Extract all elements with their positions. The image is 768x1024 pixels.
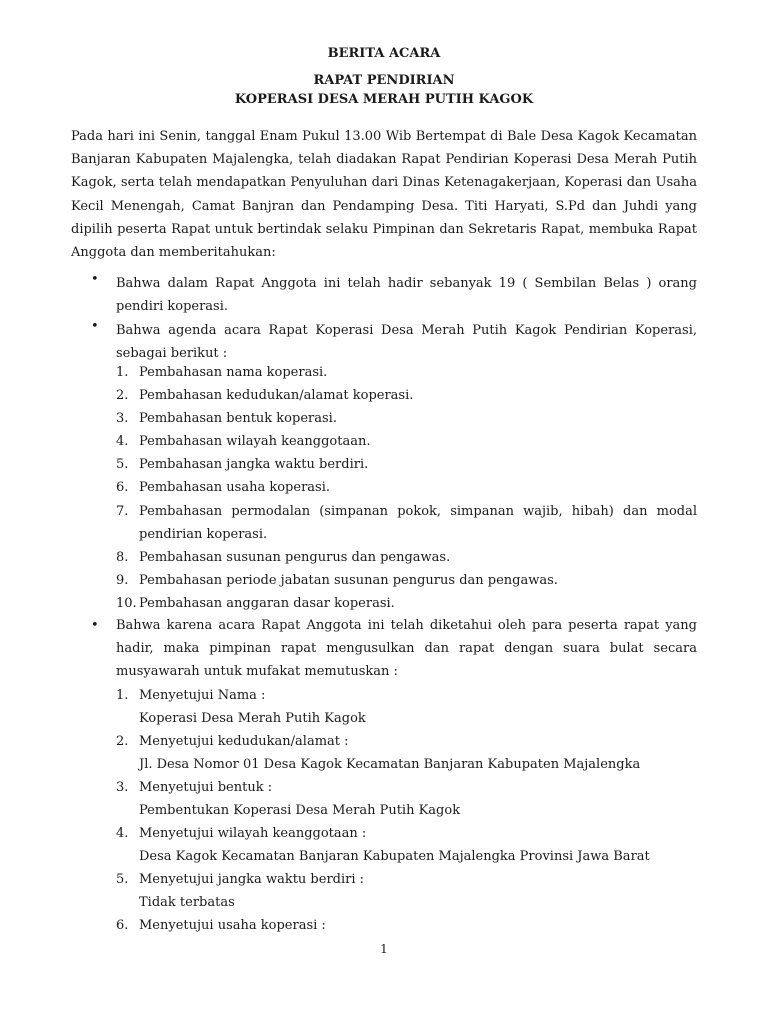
bullet-text: Bahwa agenda acara Rapat Koperasi Desa Merah Putih Kagok Pendirian Koperasi, sebagai berikut : [116,323,697,362]
list-item-number: 3. [116,780,129,795]
list-item-number: 4. [116,434,129,449]
list-item-number: 1. [116,365,129,380]
list-item-text: Pembahasan kedudukan/alamat koperasi. [139,388,414,403]
list-item-number: 2. [116,388,129,403]
list-item-text: Pembahasan usaha koperasi. [139,480,331,495]
list-item-number: 6. [116,918,129,933]
list-item-number: 4. [116,826,129,841]
list-item-text: Menyetujui usaha koperasi : [139,918,326,933]
list-item-value: Koperasi Desa Merah Putih Kagok [139,711,366,726]
list-item-text: Menyetujui wilayah keanggotaan : [139,826,367,841]
list-item-number: 5. [116,457,129,472]
document-title: BERITA ACARA [327,46,441,61]
list-item-text: Pembahasan bentuk koperasi. [139,411,337,426]
list-item-text: Pembahasan anggaran dasar koperasi. [139,596,395,611]
bullet-icon: • [91,272,99,287]
list-item-text: Pembahasan susunan pengurus dan pengawas. [139,550,451,565]
list-item-text: Pembahasan wilayah keanggotaan. [139,434,371,449]
list-item-number: 6. [116,480,129,495]
document-subtitle-2: KOPERASI DESA MERAH PUTIH KAGOK [234,92,534,107]
list-item-text: Menyetujui Nama : [139,688,266,703]
list-item-text: Menyetujui kedudukan/alamat : [139,734,349,749]
list-item-number: 7. [116,504,129,519]
list-item-number: 5. [116,872,129,887]
list-item-number: 1. [116,688,129,703]
bullet-icon: • [91,319,99,334]
intro-paragraph: Pada hari ini Senin, tanggal Enam Pukul 13.00 Wib Bertempat di Bale Desa Kagok Kecamatan Banjaran Kabupaten Majalengka, telah diadakan Rapat Pendirian Koperasi Desa Merah Putih Kagok, serta telah mendapatkan Penyuluhan dari Dinas Ketenagakerjaan, Koperasi dan Usaha Kecil Menengah, Camat Banjran dan Pendamping Desa. Titi Haryati, S.Pd dan Juhdi yang dipilih peserta Rapat untuk bertindak selaku Pimpinan dan Sekretaris Rapat, membuka Rapat Anggota dan memberitahukan: [71,129,697,261]
list-item-number: 10. [116,596,137,611]
bullet-icon: • [91,618,99,633]
bullet-text: Bahwa dalam Rapat Anggota ini telah hadir sebanyak 19 ( Sembilan Belas ) orang pendiri koperasi. [116,276,697,315]
list-item-text: Pembahasan permodalan (simpanan pokok, simpanan wajib, hibah) dan modal pendirian koperasi. [139,504,697,543]
list-item-value: Jl. Desa Nomor 01 Desa Kagok Kecamatan Banjaran Kabupaten Majalengka [139,757,641,772]
list-item-text: Pembahasan nama koperasi. [139,365,328,380]
list-item-number: 2. [116,734,129,749]
page-number: 1 [380,942,388,956]
list-item-text: Pembahasan jangka waktu berdiri. [139,457,369,472]
list-item-text: Pembahasan periode jabatan susunan pengurus dan pengawas. [139,573,558,588]
document-subtitle-1: RAPAT PENDIRIAN [313,73,455,88]
list-item-value: Pembentukan Koperasi Desa Merah Putih Kagok [139,803,461,818]
list-item-value: Desa Kagok Kecamatan Banjaran Kabupaten Majalengka Provinsi Jawa Barat [139,849,650,864]
list-item-number: 8. [116,550,129,565]
list-item-text: Menyetujui jangka waktu berdiri : [139,872,365,887]
list-item-value: Tidak terbatas [139,895,235,910]
bullet-text: Bahwa karena acara Rapat Anggota ini telah diketahui oleh para peserta rapat yang hadir, maka pimpinan rapat mengusulkan dan rapat dengan suara bulat secara musyawarah untuk mufakat memutuskan : [116,618,697,680]
list-item-number: 3. [116,411,129,426]
list-item-text: Menyetujui bentuk : [139,780,273,795]
list-item-number: 9. [116,573,129,588]
